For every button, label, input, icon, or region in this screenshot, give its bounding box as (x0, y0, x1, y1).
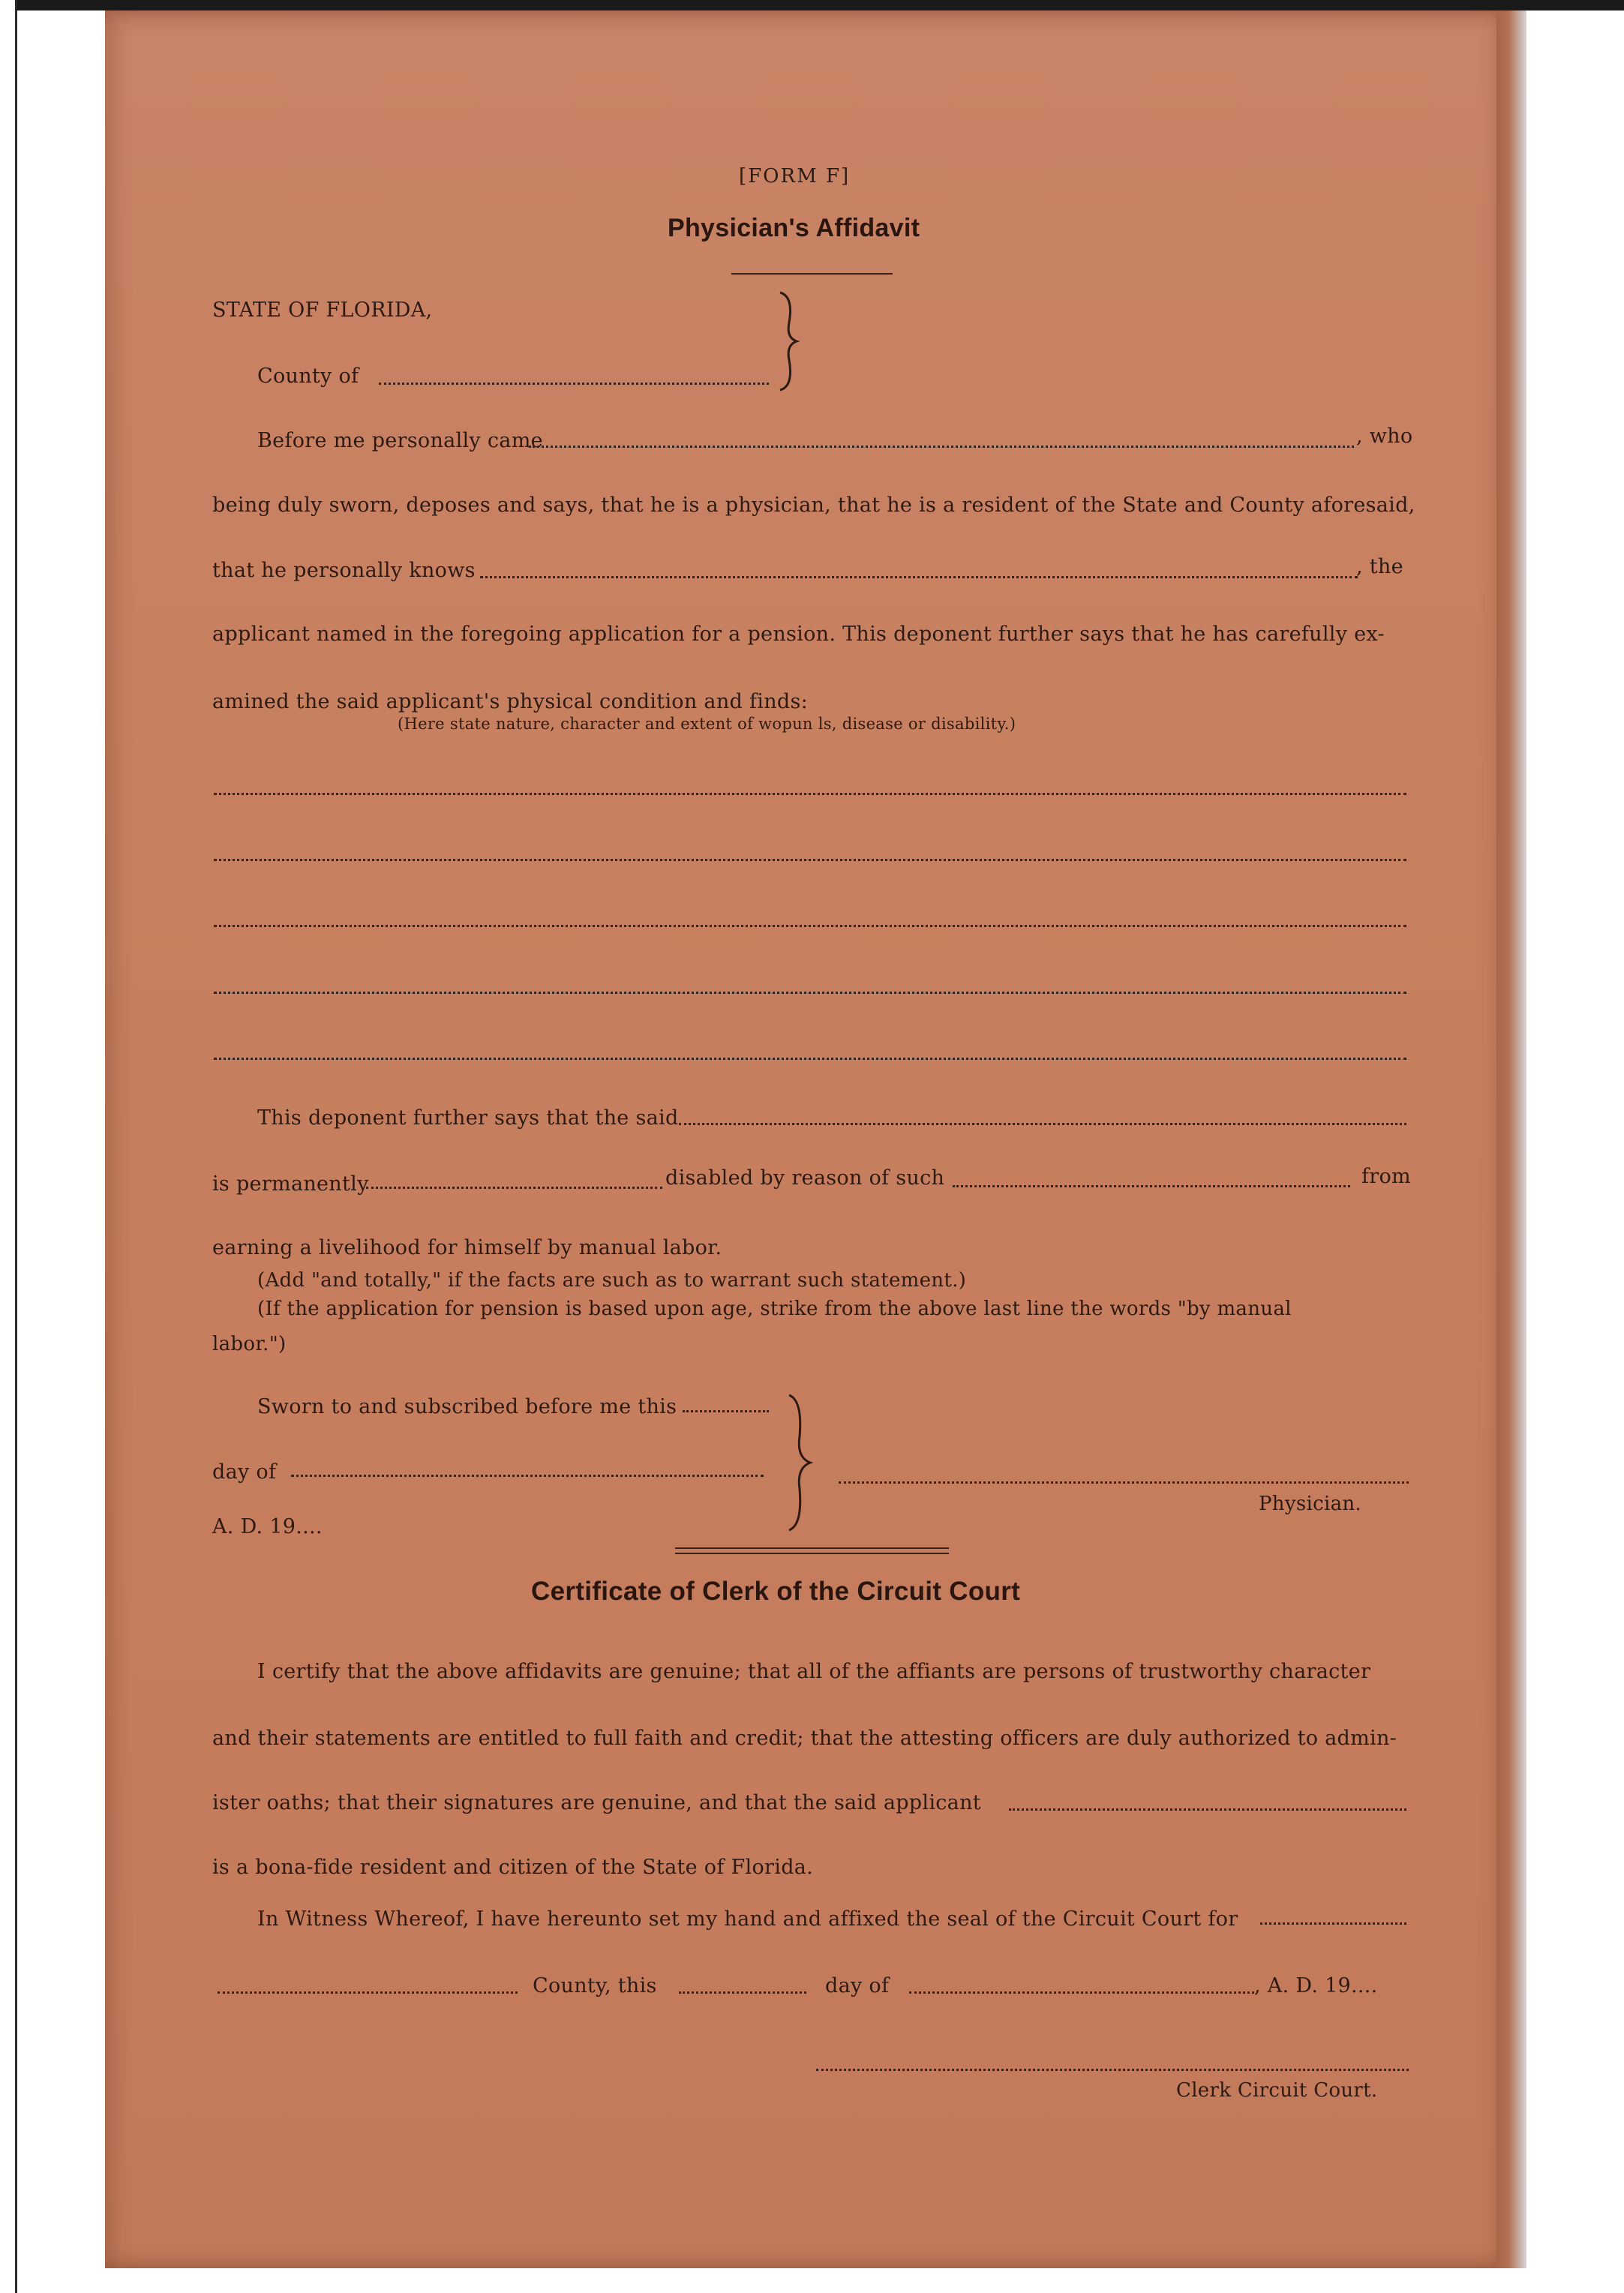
age-note: (If the application for pension is based upon age, strike from the above last line the words "by manual (257, 1298, 1292, 1320)
cert-applicant-line (1009, 1808, 1406, 1811)
scan-left-border (0, 0, 17, 2293)
findings-line-4 (214, 992, 1406, 994)
p1-line4: applicant named in the foregoing application for a pension. This deponent further says that he has carefully ex- (212, 623, 1385, 646)
cert-line2: and their statements are entitled to full faith and credit; that the attesting officers are duly authorized to admin- (212, 1727, 1397, 1750)
form-title: Physician's Affidavit (668, 214, 920, 242)
physician-caption: Physician. (1259, 1493, 1361, 1515)
add-totally-note: (Add "and totally," if the facts are such as to warrant such statement.) (257, 1269, 967, 1292)
from-text: from (1361, 1165, 1411, 1188)
p1-line2: being duly sworn, deposes and says, that he is a physician, that he is a resident of the State and County aforesaid, (212, 494, 1415, 517)
title-rule (731, 273, 893, 275)
venue-county-label: County of (257, 365, 359, 388)
cert-ad: , A. D. 19.... (1254, 1974, 1378, 1997)
scan-top-border (0, 0, 1624, 11)
jurat-ad: A. D. 19.... (212, 1515, 323, 1538)
county-this-label: County, this (533, 1974, 657, 1997)
cert-month-line (909, 1991, 1254, 1994)
form-label: [FORM F] (739, 165, 851, 188)
clerk-caption: Clerk Circuit Court. (1176, 2079, 1378, 2102)
jurat-brace (780, 1391, 818, 1534)
before-me-label: Before me personally came (257, 429, 543, 452)
cert-line3: ister oaths; that their signatures are genuine, and that the said applicant (212, 1791, 981, 1814)
findings-line-5 (214, 1058, 1406, 1060)
knows-label: that he personally knows (212, 559, 476, 582)
disabled-label: disabled by reason of such (665, 1166, 945, 1190)
cert-line1: I certify that the above affidavits are genuine; that all of the affiants are persons of trustworthy character (257, 1660, 1371, 1683)
the-text: , the (1356, 555, 1403, 578)
jurat-month-line (291, 1475, 764, 1477)
section-rule-bottom (675, 1553, 949, 1554)
applicant-name-line (480, 576, 1358, 578)
physician-signature-line (839, 1481, 1409, 1484)
venue-state: STATE OF FLORIDA, (212, 299, 433, 322)
certificate-title: Certificate of Clerk of the Circuit Court (531, 1577, 1021, 1606)
earning-line: earning a livelihood for himself by manual labor. (212, 1236, 722, 1259)
clerk-signature-line (816, 2069, 1409, 2071)
further-says-label: This deponent further says that the said (257, 1106, 679, 1130)
cert-line4: is a bona-fide resident and citizen of the State of Florida. (212, 1856, 814, 1879)
permanently-label: is permanently (212, 1172, 369, 1196)
who-text: , who (1356, 425, 1413, 448)
sworn-day-line (683, 1410, 769, 1412)
jurat-day-of: day of (212, 1460, 277, 1484)
cert-day-of: day of (825, 1974, 890, 1997)
findings-line-1 (214, 793, 1406, 795)
sworn-label: Sworn to and subscribed before me this (257, 1395, 677, 1418)
findings-line-3 (214, 925, 1406, 927)
venue-brace (773, 289, 803, 394)
disability-fill-line (953, 1185, 1350, 1187)
p1-line5: amined the said applicant's physical condition and finds: (212, 690, 809, 713)
findings-note: (Here state nature, character and extent of wopun ls, disease or disability.) (398, 715, 1016, 733)
cert-day-line (679, 1991, 806, 1994)
witness-line: In Witness Whereof, I have hereunto set my hand and affixed the seal of the Circuit Court for (257, 1907, 1238, 1931)
permanently-fill-line (366, 1187, 662, 1189)
county-fill-line (379, 383, 769, 385)
said-name-line (679, 1123, 1406, 1125)
paper-right-edge (1496, 11, 1526, 2268)
section-rule-top (675, 1547, 949, 1549)
findings-line-2 (214, 859, 1406, 861)
witness-county-line (1260, 1922, 1406, 1925)
affiant-name-line (529, 446, 1354, 448)
cert-county-line (218, 1991, 518, 1994)
age-note-end: labor.") (212, 1333, 287, 1355)
